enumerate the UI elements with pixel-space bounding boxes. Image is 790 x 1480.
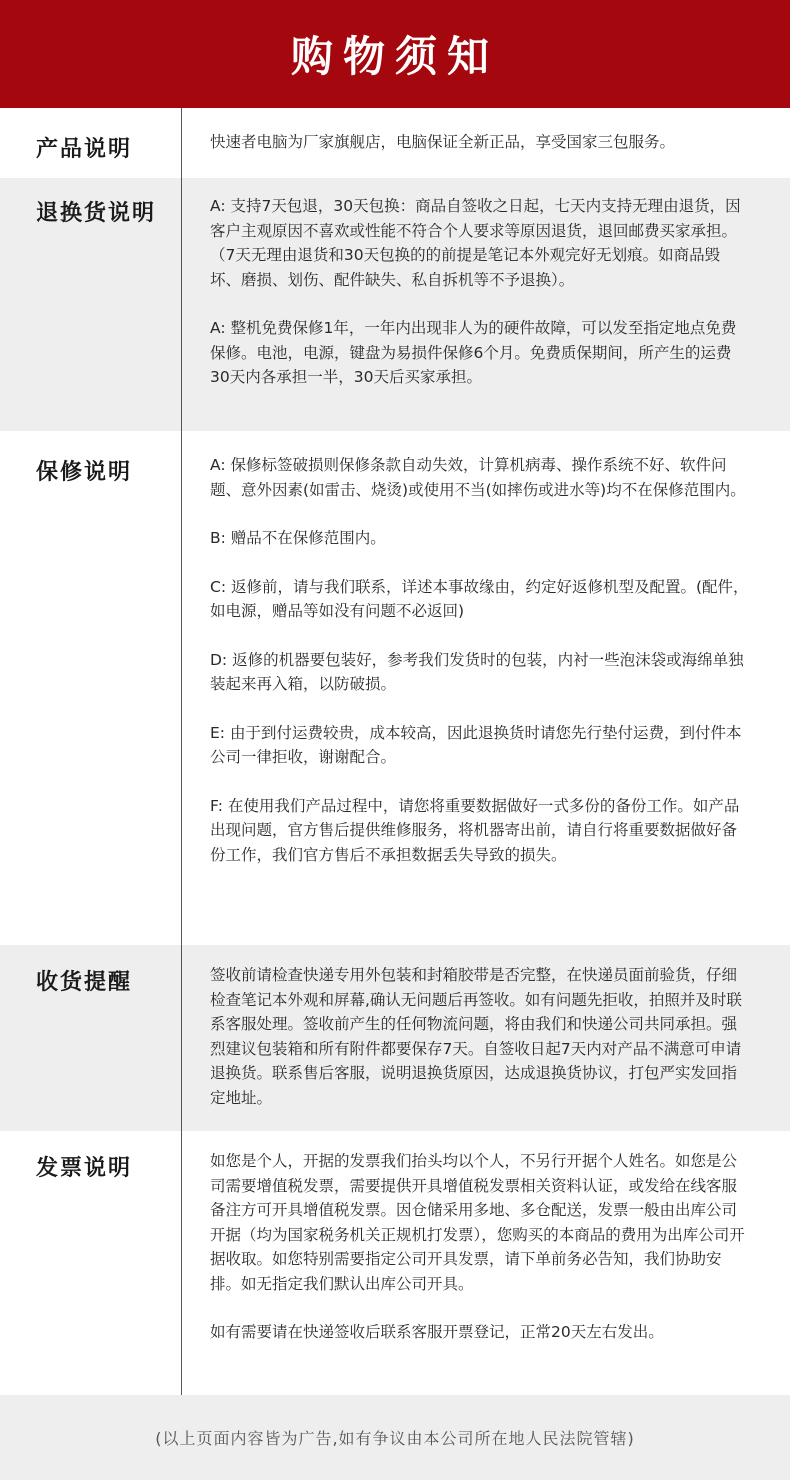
- paragraph: 如有需要请在快递签收后联系客服开票登记，正常20天左右发出。: [210, 1323, 664, 1341]
- section-label: 产品说明: [36, 137, 133, 162]
- legal-disclaimer: (以上页面内容皆为广告,如有争议由本公司所在地人民法院管辖): [155, 1429, 635, 1448]
- section-label: 保修说明: [36, 460, 133, 485]
- paragraph: A: 整机免费保修1年，一年内出现非人为的硬件故障，可以发至指定地点免费保修。电池，电源，键盘为易损件保修6个月。免费质保期间，所产生的运费30天内各承担一半，30天后买家承担。: [210, 319, 737, 386]
- paragraph: 快速者电脑为厂家旗舰店，电脑保证全新正品，享受国家三包服务。: [210, 133, 676, 151]
- paragraph: B: 赠品不在保修范围内。: [210, 529, 386, 547]
- section-content: [210, 130, 750, 155]
- section-content: [210, 1149, 750, 1345]
- section-label: 发票说明: [36, 1156, 133, 1181]
- section-label: 收货提醒: [36, 970, 133, 995]
- paragraph: E: 由于到付运费较贵，成本较高，因此退换货时请您先行垫付运费，到付件本公司一律拒收，谢谢配合。: [210, 723, 742, 766]
- paragraph: A: 支持7天包退，30天包换：商品自签收之日起，七天内支持无理由退货，因客户主观原因不喜欢或性能不符合个人要求等原因退货，退回邮费买家承担。（7天无理由退货和30天包换的的前提是笔记本外观完好无划痕。如商品毁坏、磨损、划伤、配件缺失、私自拆机等不予退换）。: [210, 197, 741, 289]
- page-header: [0, 0, 790, 108]
- paragraph: C: 返修前，请与我们联系，详述本事故缘由，约定好返修机型及配置。(配件，如电源，赠品等如没有问题不必返回): [210, 577, 749, 620]
- paragraph: A: 保修标签破损则保修条款自动失效，计算机病毒、操作系统不好、软件问题、意外因素(如雷击、烧烫)或使用不当(如摔伤或进水等)均不在保修范围内。: [210, 456, 746, 499]
- section-content: [210, 963, 750, 1110]
- section-returns: [0, 178, 790, 431]
- section-product-description: [0, 108, 790, 178]
- paragraph: D: 返修的机器要包装好，参考我们发货时的包装，内衬一些泡沫袋或海绵单独装起来再入箱，以防破损。: [210, 650, 744, 693]
- section-delivery-reminder: [0, 945, 790, 1131]
- section-label: 退换货说明: [36, 201, 157, 226]
- section-warranty: [0, 431, 790, 945]
- section-content: [210, 453, 750, 867]
- paragraph: 签收前请检查快递专用外包装和封箱胶带是否完整，在快递员面前验货，仔细检查笔记本外观和屏幕,确认无问题后再签收。如有问题先拒收，拍照并及时联系客服处理。签收前产生的任何物流问题，将由我们和快递公司共同承担。强烈建议包装箱和所有附件都要保存7天。自签收日起7天内对产品不满意可申请退换货。联系售后客服，说明退换货原因，达成退换货协议，打包严实发回指定地址。: [210, 966, 742, 1107]
- section-content: [210, 194, 750, 390]
- paragraph: 如您是个人，开据的发票我们抬头均以个人，不另行开据个人姓名。如您是公司需要增值税发票，需要提供开具增值税发票相关资料认证，或发给在线客服备注方可开具增值税发票。因仓储采用多地、多仓配送，发票一般由出库公司开据（均为国家税务机关正规机打发票），您购买的本商品的费用为出库公司开据收取。如您特别需要指定公司开具发票，请下单前务必告知，我们协助安排。如无指定我们默认出库公司开具。: [210, 1152, 745, 1293]
- column-divider: [181, 108, 182, 1395]
- section-invoice: [0, 1131, 790, 1395]
- page-footer: [0, 1395, 790, 1480]
- page-title: 购物须知: [290, 32, 499, 81]
- paragraph: F: 在使用我们产品过程中，请您将重要数据做好一式多份的备份工作。如产品出现问题，官方售后提供维修服务，将机器寄出前，请自行将重要数据做好备份工作，我们官方售后不承担数据丢失导致的损失。: [210, 796, 740, 864]
